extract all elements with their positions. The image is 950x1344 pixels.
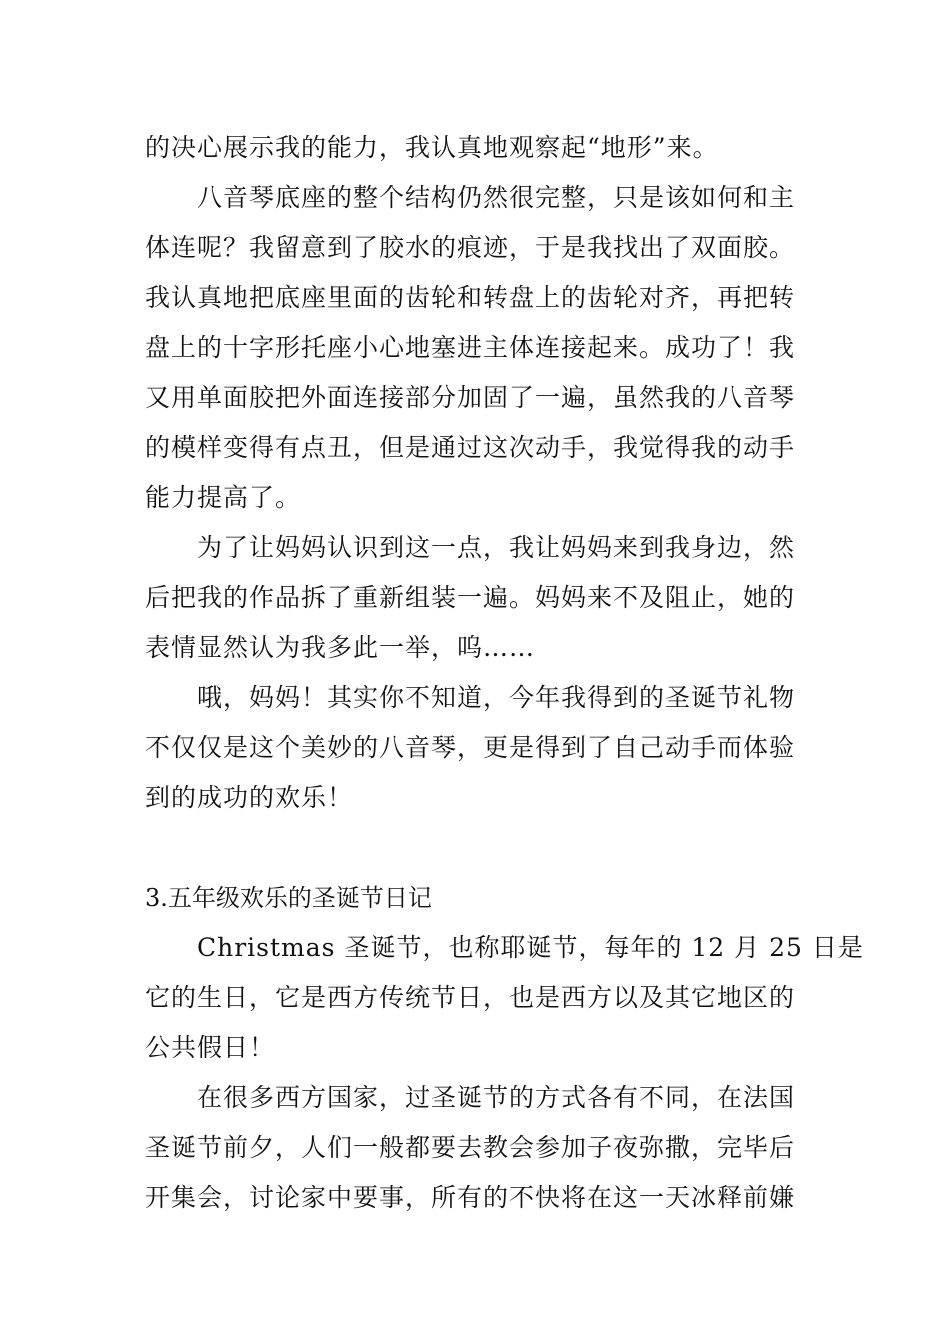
text-line: 盘上的十字形托座小心地塞进主体连接起来。成功了！我 [145, 333, 796, 362]
text-line: 体连呢？我留意到了胶水的痕迹，于是我找出了双面胶。 [145, 233, 796, 262]
paragraph-first-line: Christmas 圣诞节，也称耶诞节，每年的 12 月 25 日是 [197, 933, 864, 962]
text-line: 不仅仅是这个美妙的八音琴，更是得到了自己动手而体验 [145, 733, 796, 762]
text-line: 的模样变得有点丑，但是通过这次动手，我觉得我的动手 [145, 433, 796, 462]
text-line: 又用单面胶把外面连接部分加固了一遍，虽然我的八音琴 [145, 383, 796, 412]
text-line: 它的生日，它是西方传统节日，也是西方以及其它地区的 [145, 983, 796, 1012]
section-heading: 3.五年级欢乐的圣诞节日记 [145, 884, 432, 912]
text-line: 到的成功的欢乐！ [145, 783, 354, 812]
text-line: 我认真地把底座里面的齿轮和转盘上的齿轮对齐，再把转 [145, 283, 796, 312]
text-line: 公共假日！ [145, 1033, 276, 1062]
text-line: 的决心展示我的能力，我认真地观察起“地形”来。 [145, 133, 719, 162]
paragraph-first-line: 哦，妈妈！其实你不知道，今年我得到的圣诞节礼物 [197, 683, 796, 712]
paragraph-first-line: 为了让妈妈认识到这一点，我让妈妈来到我身边，然 [197, 533, 796, 562]
text-line: 圣诞节前夕，人们一般都要去教会参加子夜弥撒，完毕后 [145, 1133, 796, 1162]
paragraph-first-line: 八音琴底座的整个结构仍然很完整，只是该如何和主 [197, 183, 796, 212]
text-line: 能力提高了。 [145, 483, 302, 512]
text-line: 开集会，讨论家中要事，所有的不快将在这一天冰释前嫌 [145, 1183, 796, 1212]
paragraph-first-line: 在很多西方国家，过圣诞节的方式各有不同，在法国 [197, 1083, 796, 1112]
text-line: 表情显然认为我多此一举，呜…… [145, 633, 536, 662]
text-line: 后把我的作品拆了重新组装一遍。妈妈来不及阻止，她的 [145, 583, 796, 612]
